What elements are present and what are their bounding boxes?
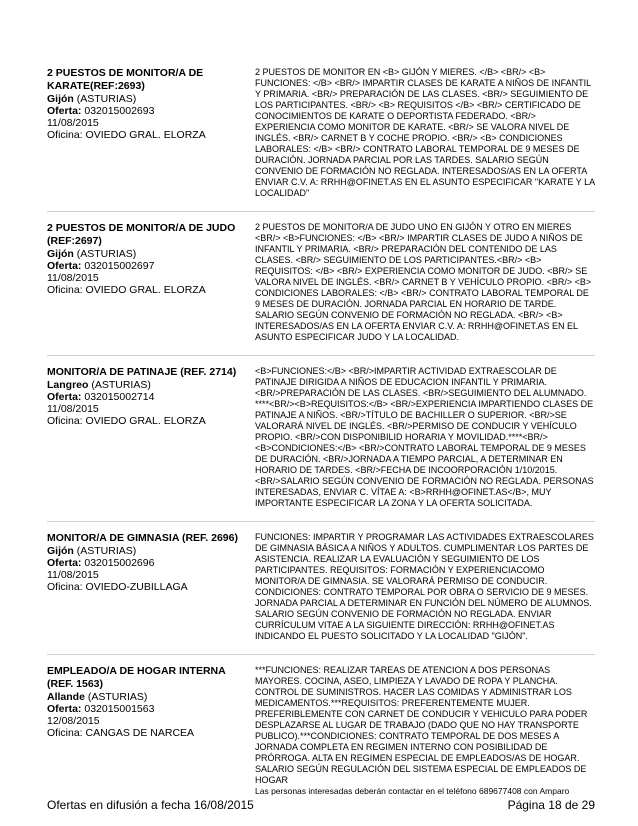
location-region: (ASTURIAS) — [76, 545, 137, 557]
offer-summary — [47, 665, 247, 796]
offer-office — [47, 284, 247, 296]
offer-summary — [47, 222, 247, 343]
oficina-value: OVIEDO GRAL. ELORZA — [85, 284, 206, 296]
offer-code — [47, 703, 247, 715]
offer-code — [47, 260, 247, 272]
oficina-label: Oficina: — [47, 129, 83, 141]
divider — [47, 211, 595, 212]
oferta-label: Oferta: — [47, 557, 82, 569]
offer-list — [47, 67, 595, 808]
offer-row — [47, 532, 595, 642]
oferta-label: Oferta: — [47, 703, 82, 715]
oficina-value: CANGAS DE NARCEA — [85, 727, 195, 739]
oficina-value: OVIEDO GRAL. ELORZA — [85, 129, 206, 141]
offer-description — [255, 67, 595, 199]
description-text: FUNCIONES: IMPARTIR Y PROGRAMAR LAS ACTIVIDADES EXTRAESCOLARES DE GIMNASIA BÁSICA A NIÑOS Y ADULTOS. CUMPLIMENTAR LOS PARTES DE ASISTENCIA. REALIZAR LA EVALUACIÓN Y SEGUIMIENTO DE LOS PARTICIPANTES. REQUISITOS: FORMACIÓN Y EXPERIENCIACOMO MONITOR/A DE GIMNASIA. SE VALORARÁ PERMISO DE CONDUCIR. CONDICIONES: CONTRATO TEMPORAL POR OBRA O SERVICIO DE 9 MESES. JORNADA PARCIAL A DETERMINAR EN FUNCIÓN DEL NÚMERO DE ALUMNOS. SALARIO SEGÚN CONVENIO DE FORMACIÓN NO REGLADA. ENVIAR CURRÍCULUM VITAE A LA SIGUIENTE DIRECCIÓN: RRHH@OFINET.AS INDICANDO EL PUESTO SOLICITADO Y LA LOCALIDAD "GIJÓN". — [255, 532, 594, 641]
offer-date: 11/08/2015 — [47, 569, 99, 581]
offer-location — [47, 545, 247, 557]
divider — [47, 654, 595, 655]
location-region: (ASTURIAS) — [76, 248, 137, 260]
offer-code — [47, 105, 247, 117]
location-name: Langreo — [47, 379, 89, 391]
description-text: 2 PUESTOS DE MONITOR EN <B> GIJÓN Y MIERES. </B> <BR/> <B> FUNCIONES: </B> <BR/> IMPARTIR CLASES DE KARATE A NIÑOS DE INFANTIL Y PRIMARIA. <BR/> PREPARACIÓN DE LAS CLASES. <BR/> SEGUIMIENTO DE LOS PARTICIPANTES. <BR/> <B> REQUISITOS </B> <BR/> CERTIFICADO DE CONOCIMIENTOS DE KARATE O DEPORTISTA FEDERADO. <BR/> EXPERIENCIA COMO MONITOR DE KARATE. <BR/> SE VALORA NIVEL DE INGLÉS. <BR/> CARNET B Y COCHE PROPIO. <BR/> <B> CONDICIONES LABORALES: </B> <BR/> CONTRATO LABORAL TEMPORAL DE 9 MESES DE DURACIÓN. JORNADA PARCIAL POR LAS TARDES. SALARIO SEGÚN CONVENIO DE FORMACIÓN NO REGLADA. INTERESADOS/AS EN LA OFERTA ENVIAR C.V. A: RRHH@OFINET.AS EN EL ASUNTO ESPECIFICAR "KARATE Y LA LOCALIDAD" — [255, 67, 595, 198]
description-extra: Las personas interesadas deberán contactar en el teléfono 689677408 con Amparo — [255, 786, 570, 796]
oficina-value: OVIEDO-ZUBILLAGA — [85, 581, 188, 593]
divider — [47, 355, 595, 356]
offer-description — [255, 366, 595, 509]
offer-description — [255, 532, 595, 642]
offer-row — [47, 222, 595, 343]
offer-date: 11/08/2015 — [47, 403, 99, 415]
oferta-label: Oferta: — [47, 105, 82, 117]
location-region: (ASTURIAS) — [87, 691, 148, 703]
offer-title: MONITOR/A DE GIMNASIA (REF. 2696) — [47, 532, 238, 544]
location-name: Gijón — [47, 545, 74, 557]
offer-date: 11/08/2015 — [47, 117, 99, 129]
offer-summary — [47, 532, 247, 642]
offer-date: 11/08/2015 — [47, 272, 99, 284]
oferta-label: Oferta: — [47, 391, 82, 403]
page-number: Página 18 de 29 — [507, 798, 595, 812]
description-text: 2 PUESTOS DE MONITOR/A DE JUDO UNO EN GIJÓN Y OTRO EN MIERES <BR/> <B>FUNCIONES: </B> <BR/> IMPARTIR CLASES DE JUDO A NIÑOS DE INFANTIL Y PRIMARIA. <BR/> PREPARACIÓN DEL CONTENIDO DE LAS CLASES. <BR/> SEGUIMIENTO DE LOS PARTICIPANTES.<BR/> <B> REQUISITOS: </B> <BR/> EXPERIENCIA COMO MONITOR DE JUDO. <BR/> SE VALORA NIVEL DE INGLÉS. <BR/> CARNET B Y VEHÍCULO PROPIO. <BR/> <B> CONDICIONES LABORALES: </B> <BR/> CONTRATO LABORAL TEMPORAL DE 9 MESES DE DURACIÓN. JORNADA PARCIAL EN HORARIO DE TARDE. SALARIO SEGÚN CONVENIO DE FORMACIÓN NO REGLADA. <BR/> <B> INTERESADOS/AS EN LA OFERTA ENVIAR C.V. A: RRHH@OFINET.AS EN EL ASUNTO ESPECIFICAR JUDO Y LA LOCALIDAD. — [255, 222, 592, 342]
offer-title: 2 PUESTOS DE MONITOR/A DE KARATE(REF:2693) — [47, 67, 204, 92]
offer-location — [47, 379, 247, 391]
oferta-label: Oferta: — [47, 260, 82, 272]
location-region: (ASTURIAS) — [76, 93, 137, 105]
offer-description — [255, 665, 595, 796]
offer-office — [47, 727, 247, 739]
oferta-value: 032015001563 — [84, 703, 155, 715]
offer-office — [47, 129, 247, 141]
location-name: Gijón — [47, 248, 74, 260]
offer-office — [47, 415, 247, 427]
location-name: Allande — [47, 691, 85, 703]
offer-code — [47, 391, 247, 403]
oferta-value: 032015002696 — [84, 557, 155, 569]
offer-location — [47, 248, 247, 260]
offer-title: MONITOR/A DE PATINAJE (REF. 2714) — [47, 366, 237, 378]
oficina-label: Oficina: — [47, 581, 83, 593]
oficina-label: Oficina: — [47, 284, 83, 296]
offer-office — [47, 581, 247, 593]
page-footer — [47, 798, 595, 812]
location-name: Gijón — [47, 93, 74, 105]
offer-row — [47, 67, 595, 199]
divider — [47, 521, 595, 522]
offer-code — [47, 557, 247, 569]
description-text: ***FUNCIONES: REALIZAR TAREAS DE ATENCION A DOS PERSONAS MAYORES. COCINA, ASEO, LIMPIEZA Y LAVADO DE ROPA Y PLANCHA. CONTROL DE SUMINISTROS. HACER LAS COMIDAS Y ADMINISTRAR LOS MEDICAMENTOS.***REQUISITOS: PREFERENTEMENTE MUJER. PREFERIBLEMENTE CON CARNET DE CONDUCIR Y VEHICULO PARA PODER DESPLAZARSE AL LUGAR DE TRABAJO (DADO QUE NO HAY TRANSPORTE PUBLICO).***CONDICIONES: CONTRATO TEMPORAL DE DOS MESES A JORNADA COMPLETA EN REGIMEN INTERNO CON POSIBILIDAD DE PRÓRROGA. ALTA EN REGIMEN ESPECIAL DE EMPLEADOS/AS DE HOGAR. SALARIO SEGÚN REGULACIÓN DEL SISTEMA ESPECIAL DE EMPLEADOS DE HOGAR — [255, 665, 588, 785]
oficina-label: Oficina: — [47, 727, 83, 739]
oferta-value: 032015002697 — [84, 260, 155, 272]
footer-date: Ofertas en difusión a fecha 16/08/2015 — [47, 798, 254, 812]
oferta-value: 032015002693 — [84, 105, 155, 117]
offer-description — [255, 222, 595, 343]
offer-summary — [47, 366, 247, 509]
offer-title: EMPLEADO/A DE HOGAR INTERNA (REF. 1563) — [47, 665, 226, 690]
location-region: (ASTURIAS) — [91, 379, 151, 391]
offer-title: 2 PUESTOS DE MONITOR/A DE JUDO (REF:2697) — [47, 222, 236, 247]
offer-date: 12/08/2015 — [47, 715, 100, 727]
oferta-value: 032015002714 — [84, 391, 155, 403]
offer-summary — [47, 67, 247, 199]
oficina-value: OVIEDO GRAL. ELORZA — [85, 415, 206, 427]
offer-location — [47, 691, 247, 703]
offer-row — [47, 665, 595, 796]
oficina-label: Oficina: — [47, 415, 83, 427]
description-text: <B>FUNCIONES:</B> <BR/>IMPARTIR ACTIVIDAD EXTRAESCOLAR DE PATINAJE DIRIGIDA A NIÑOS DE EDUCACION INFANTIL Y PRIMARIA. <BR/>PREPARACIÓN DE LAS CLASES. <BR/>SEGUIMIENTO DEL ALUMNADO. ****<BR/><B>REQUISITOS:</B> <BR/>EXPERIENCIA IMPARTIENDO CLASES DE PATINAJE A NIÑOS. <BR/>TÍTULO DE BACHILLER O SUPERIOR. <BR/>SE VALORARÁ NIVEL DE INGLÉS. <BR/>PERMISO DE CONDUCIR Y VEHÍCULO PROPIO. <BR/>CON DISPONIBILID HORARIA Y MOVILIDAD.****<BR/><B>CONDICIONES:</B> <BR/>CONTRATO LABORAL TEMPORAL DE 9 MESES DE DURACIÓN. <BR/>JORNADA A TIEMPO PARCIAL, A DETERMINAR EN HORARIO DE TARDES. <BR/>FECHA DE INCOORPORACIÓN 1/10/2015. <BR/>SALARIO SEGÚN CONVENIO DE FORMACIÓN NO REGLADA. PERSONAS INTERESADAS, ENVIAR C. VÍTAE A: <B>RRHH@OFINET.AS</B>, MUY IMPORTANTE ESPECIFICAR LA ZONA Y LA OFERTA SOLICITADA. — [255, 366, 594, 508]
offer-location — [47, 93, 247, 105]
offer-row — [47, 366, 595, 509]
